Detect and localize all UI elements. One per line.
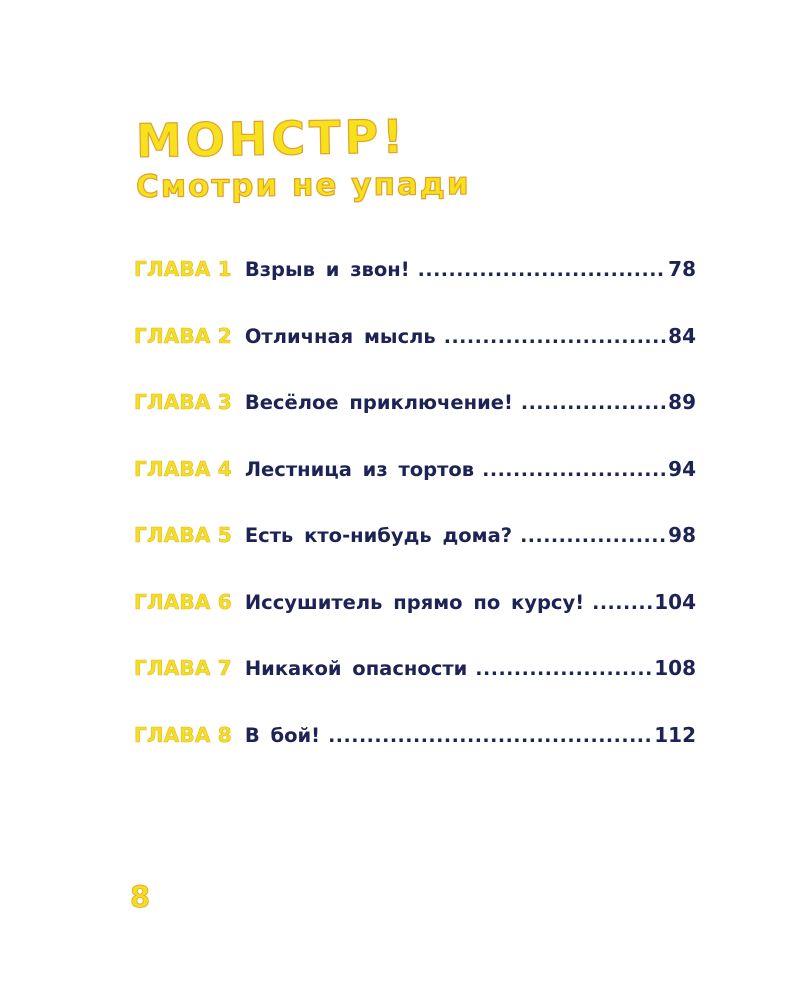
toc-entry-1[interactable] (134, 257, 696, 324)
chapter-page-number: 94 (668, 456, 696, 481)
dot-leader (520, 525, 666, 547)
toc-entry-5[interactable] (134, 523, 696, 590)
chapter-page-number: 89 (668, 390, 696, 414)
book-title (135, 109, 471, 205)
dot-leader (444, 326, 666, 348)
page-number-folio: 8 (130, 880, 151, 914)
chapter-title: Отличная мысль (244, 324, 436, 348)
dot-leader (482, 459, 666, 481)
dot-leader (328, 725, 652, 747)
table-of-contents (134, 257, 696, 789)
chapter-page-number: 104 (654, 589, 696, 614)
toc-entry-6[interactable] (134, 590, 696, 657)
toc-entry-2[interactable] (134, 324, 696, 391)
chapter-label: ГЛАВА 1 (134, 257, 232, 281)
chapter-title: Взрыв и звон! (244, 258, 410, 281)
chapter-title: Весёлое приключение! (244, 391, 513, 414)
chapter-title: Лестница из тортов (244, 457, 475, 481)
dot-leader (592, 592, 652, 614)
chapter-title: В бой! (244, 723, 321, 747)
toc-entry-4[interactable] (134, 457, 696, 524)
chapter-page-number: 112 (654, 722, 696, 747)
chapter-label: ГЛАВА 4 (134, 456, 232, 481)
chapter-label: ГЛАВА 5 (134, 523, 232, 547)
chapter-title: Есть кто-нибудь дома? (244, 524, 513, 547)
chapter-page-number: 78 (668, 257, 696, 281)
chapter-label: ГЛАВА 2 (134, 323, 232, 348)
chapter-title: Никакой опасности (244, 657, 468, 680)
chapter-label: ГЛАВА 7 (134, 656, 232, 680)
chapter-page-number: 98 (668, 523, 696, 547)
dot-leader (475, 658, 652, 680)
book-title-main: МОНСТР! (135, 109, 408, 168)
chapter-page-number: 84 (668, 323, 696, 348)
dot-leader (521, 392, 666, 414)
chapter-label: ГЛАВА 6 (134, 589, 232, 614)
chapter-title: Иссушитель прямо по курсу! (244, 590, 585, 614)
book-subtitle: Смотри не упади (135, 166, 471, 205)
toc-entry-8[interactable] (134, 723, 696, 790)
toc-entry-7[interactable] (134, 656, 696, 723)
dot-leader (418, 259, 667, 281)
chapter-label: ГЛАВА 8 (134, 722, 232, 747)
toc-entry-3[interactable] (134, 390, 696, 457)
chapter-page-number: 108 (654, 656, 696, 680)
chapter-label: ГЛАВА 3 (134, 390, 232, 414)
